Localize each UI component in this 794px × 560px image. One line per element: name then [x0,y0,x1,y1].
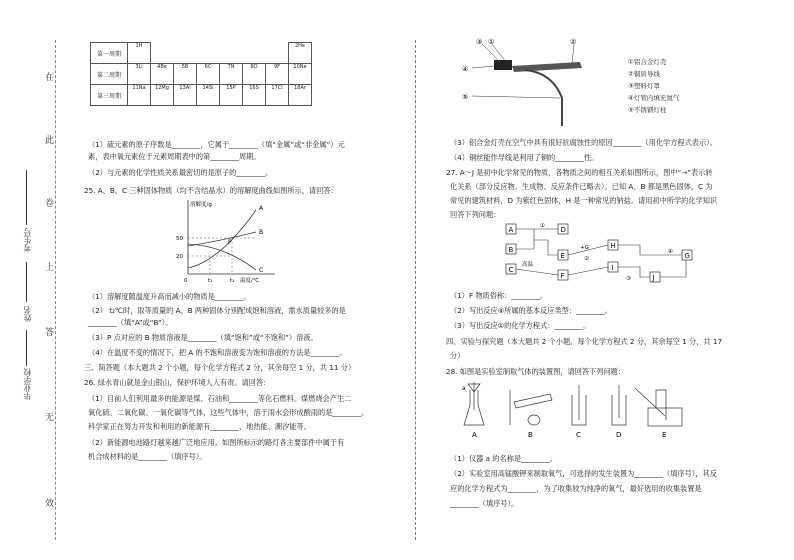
element-cell: 15P [220,85,243,106]
lamp-b [528,415,540,425]
apparatus-label: E [662,431,667,439]
q27-part1: （1）F 物质俗称：________。 [450,291,548,300]
q26-part3: （3）铝合金灯壳在空气中具有很好抗腐蚀性的原因________（用化学方程式表示）。 [450,138,717,147]
instrument-a-label: a [462,385,466,392]
q28-part2-cont: 应的化学方程式为________，为了收集较为纯净的氧气，最好选用的收集装置是 [450,484,702,493]
lamp-callout: ③ [476,38,483,46]
node-label-j: J [652,274,655,282]
apparatus-label: C [576,431,581,439]
curve-label-a: A [259,205,264,212]
element-cell: 10Ne [289,64,312,85]
q26-part1-cont: 氧化硫、二氧化碳、一氧化碳等气体，这些气体中，溶于雨水会形成酸雨的是________。 [88,408,369,417]
element-cell: 4Be [151,64,174,85]
binding-char: 无 [45,413,55,423]
solubility-chart [170,196,280,284]
node-label-g: G [684,252,690,260]
period-label: 第三周期 [91,85,128,106]
node-label-f: F [560,272,565,280]
curve-b [188,232,256,246]
node-j [650,272,660,282]
q27-part2: （2）写出反应④所属的基本反应类型：________。 [450,306,612,315]
element-cell: 11Na [128,85,151,106]
flow-high-temp: 高温 [522,262,534,268]
node-label-a: A [508,226,514,234]
node-label-i: I [611,264,614,272]
binding-dashed-line [55,40,56,540]
element-cell: 18Ar [289,85,312,106]
q26-part4: （4）铜丝能作导线是利用了铜的________性。 [450,153,599,162]
element-cell: 2He [289,43,312,64]
lamp-head [494,60,512,70]
lamp-legend-item: ②铜质导线 [628,70,660,78]
apparatus-label: B [528,431,533,439]
lamp-legend-item: ⑤不锈钢灯柱 [628,106,667,114]
q26-part2-cont: 机合成材料的是________（填序号）。 [88,452,207,461]
name-field-label: 姓名 [23,306,32,322]
element-cell: 16S [243,85,266,106]
q25-part4: （4）在温度不变的情况下，把 A 的不饱和溶液变为饱和溶液的方法是________。 [88,348,347,357]
column-divider [415,40,416,540]
examinee-id-field-line [26,170,27,225]
lamp-callout: ④ [462,65,469,73]
lamp-callout: ① [488,38,495,46]
q28-part1: （1）仪器 a 的名称是________。 [450,454,557,463]
chart-xlabel: 温度/℃ [240,278,260,284]
q28-part2: （2）实验室用高锰酸钾来制取氧气，可选择的发生装置为________（填序号），其反 [450,469,717,478]
q26-part2: （2）新能源电池路灯越来越广泛地应用。如图所标示的路灯各主要部件中属于有 [88,438,345,447]
element-cell: 13Al [174,85,197,106]
school-field-label: 毕业学校 [23,368,32,400]
lamp-callout: ⑤ [462,93,469,101]
binding-char: 效 [45,499,55,509]
x-tick: 0 [184,278,188,284]
q24-part1: （1）硫元素的原子序数是________，它属于________（填“金属”或“非金属”）元 [88,140,345,149]
element-cell: 14Si [197,85,220,106]
q26-part1: （1）目前人们利用最多的能源是煤、石油和________等化石燃料。煤燃烧会产生二 [88,394,352,403]
q24-part1-cont: 素，表中氧元素位于元素周期表中的第________周期。 [88,152,261,161]
point-label-p: P [228,239,232,246]
x-tick: t₁ [208,278,213,284]
q28-part2-cont2: ________（填序号）。 [450,499,519,508]
tube-b [514,394,552,408]
q25-part3: （3）P 点对应的 B 物质溶液是________（填“饱和”或“不饱和”）溶液。 [88,333,318,342]
element-cell: 5B [174,64,197,85]
apparatus-figure [460,380,690,440]
period-label: 第一周期 [91,43,128,64]
q28-stem: 28. 如图是实验室制取气体的装置图，请回答下列问题： [446,367,626,376]
school-field-line [26,330,27,366]
flow-step: ④ [668,249,673,255]
q27-stem: 27. A～J 是初中化学常见的物质，各物质之间的相互关系如图所示，图中“→”表示转 [446,168,713,177]
q25-part1: （1）溶解度随温度升高而减小的物质是________。 [88,292,251,301]
flow-step: ① [540,223,545,229]
q25-part2: （2） t₂℃时，取等质量的 A、B 两种固体分别配成饱和溶液，需水质量较多的是 [88,306,346,315]
section3-heading: 三、简答题（本大题共 2 个小题，每个化学方程式 2 分，其余每空 1 分，共 11 分） [84,363,356,372]
element-cell: 12Mg [151,85,174,106]
element-cell: 3Li [128,64,151,85]
binding-char: 此 [45,136,55,146]
lamp-legend-item: ④灯管内填充氮气 [628,94,680,102]
section4-heading-cont: 分） [450,351,465,360]
street-lamp-figure [462,38,602,128]
curve-a [188,210,256,268]
node-label-e: E [560,252,565,260]
apparatus-label: A [472,431,477,439]
lamp-legend-item: ①铝合金灯壳 [628,58,667,66]
node-label-b: B [508,246,514,254]
element-cell: 9F [266,64,289,85]
flow-step: ③ [626,276,631,282]
section4-heading: 四、实验与探究题（本大题共 2 个小题，每个化学方程式 2 分，其余每空 1 分，共 17 [446,337,723,346]
q24-part2: （2）与元素的化学性质关系最密切的是原子的________。 [88,168,273,177]
binding-char: 答 [45,328,55,338]
period-label: 第二周期 [91,64,128,85]
reaction-flow-diagram [500,220,700,284]
curve-label-b: B [259,229,264,236]
binding-margin [0,0,80,560]
binding-char: 卷 [45,199,55,209]
flow-plus-g: +G [580,245,589,251]
node-label-h: H [610,242,616,250]
element-cell: 1H [128,43,151,64]
flow-step: ② [584,256,589,262]
lamp-callout: ② [570,38,577,46]
q25-part2-cont: ________（填“A”或“B”）。 [88,318,173,327]
y-tick: 50 [176,236,183,242]
element-cell: 8O [243,64,266,85]
solar-panel [512,62,582,72]
q27-stem-cont: 化关系（部分反应物、生成物、反应条件已略去）。已知 A、B 都是黑色固体，C 为 [450,182,713,191]
binding-char: 在 [45,73,55,83]
lamp-legend-item: ③塑料灯罩 [628,82,660,90]
curve-c [188,244,256,270]
element-cell: 6C [197,64,220,85]
binding-char: 上 [45,263,55,273]
trough-e [648,408,682,426]
q26-part1-cont2: 科学家正在努力开发和利用的新能源有________、地热能、潮汐能等。 [88,422,311,431]
q26-stem: 26. 绿水青山就是金山银山，保护环境人人有责。请回答： [84,378,271,387]
examinee-id-field-label: 考生号 [23,228,32,252]
name-field-line [26,262,27,302]
q27-stem-cont3: 回答下列问题： [450,210,501,219]
apparatus-label: D [616,431,622,439]
element-cell: 17Cl [266,85,289,106]
q27-stem-cont2: 常见的建筑材料，D 为紫红色固体，H 是一种常见的钠盐。请用初中所学的化学知识 [450,196,718,205]
q27-part3: （3）写出反应①的化学方程式：________。 [450,321,591,330]
y-tick: 20 [176,254,183,260]
node-label-d: D [560,226,566,234]
element-cell: 7N [220,64,243,85]
node-label-c: C [508,266,514,274]
curve-label-c: C [259,267,264,274]
q25-stem: 25. A、B、C 三种固体物质（均不含结晶水）的溶解度曲线如图所示，请回答： [84,186,338,195]
chart-ylabel: 溶解度/g [190,202,212,208]
x-tick: t₂ [230,278,235,284]
periodic-table [90,42,312,106]
